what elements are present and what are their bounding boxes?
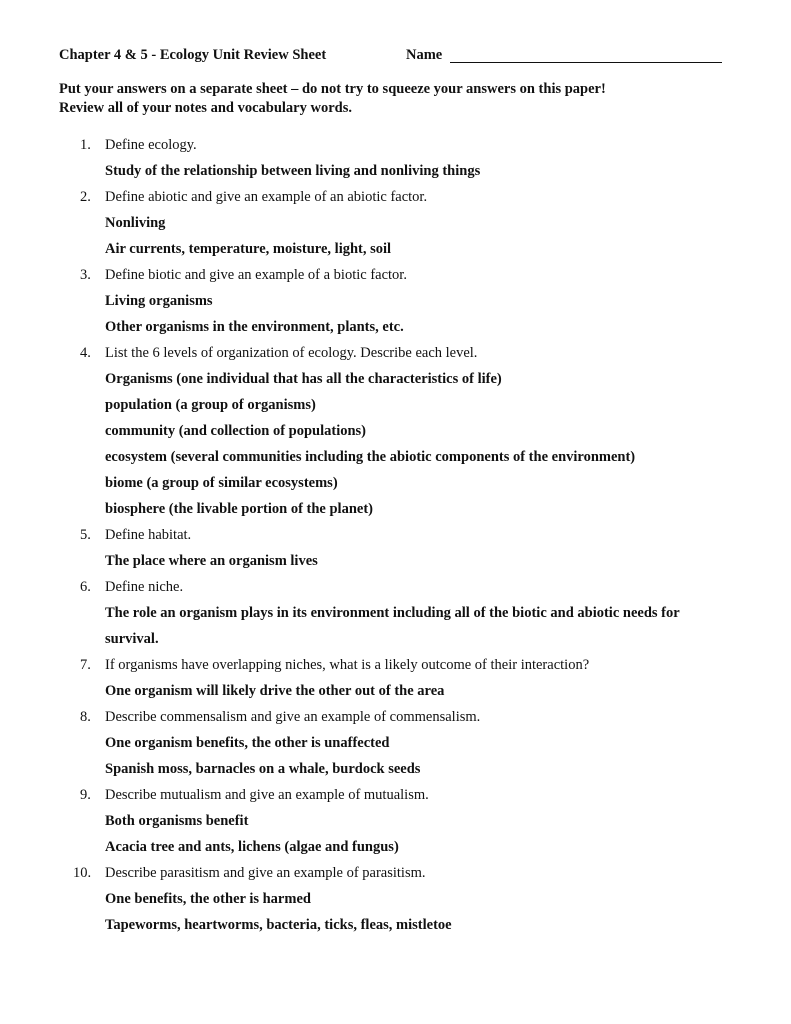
instructions-line-1: Put your answers on a separate sheet – do not try to squeeze your answers on this paper! (59, 81, 606, 97)
question-item (0, 522, 791, 574)
question-text: Define biotic and give an example of a biotic factor. (105, 267, 407, 283)
question-item (0, 132, 791, 184)
answer-line: Both organisms benefit (105, 813, 249, 829)
answer-line: One benefits, the other is harmed (105, 891, 311, 907)
question-number: 9. (80, 787, 91, 803)
question-number: 6. (80, 579, 91, 595)
question-text: List the 6 levels of organization of ecology. Describe each level. (105, 345, 478, 361)
question-line (0, 860, 791, 886)
question-text: Define abiotic and give an example of an abiotic factor. (105, 189, 428, 205)
question-line (0, 574, 791, 600)
answer-line: The place where an organism lives (105, 553, 318, 569)
question-text: Define niche. (105, 579, 184, 595)
question-number: 10. (73, 865, 92, 881)
question-line (0, 522, 791, 548)
question-number: 4. (80, 345, 91, 361)
question-line (0, 782, 791, 808)
header (59, 47, 724, 67)
answer-line: One organism will likely drive the other out of the area (105, 683, 445, 699)
question-number: 3. (80, 267, 91, 283)
answer-line: Nonliving (105, 215, 166, 231)
answer-line: Organisms (one individual that has all the characteristics of life) (105, 371, 502, 387)
question-text: Describe mutualism and give an example of mutualism. (105, 787, 429, 803)
question-item (0, 860, 791, 938)
answer-line: Other organisms in the environment, plants, etc. (105, 319, 404, 335)
question-line (0, 132, 791, 158)
name-blank-line (450, 62, 722, 63)
question-text: Describe commensalism and give an example of commensalism. (105, 709, 481, 725)
answer-line: biosphere (the livable portion of the planet) (105, 501, 373, 517)
answer-line: Spanish moss, barnacles on a whale, burdock seeds (105, 761, 421, 777)
answer-line: ecosystem (several communities including the abiotic components of the environment) (105, 449, 636, 465)
question-item (0, 340, 791, 522)
question-line (0, 704, 791, 730)
instructions-line-2: Review all of your notes and vocabulary words. (59, 100, 352, 116)
question-number: 7. (80, 657, 91, 673)
question-number: 8. (80, 709, 91, 725)
instructions (59, 80, 749, 118)
name-label: Name (406, 47, 443, 63)
question-text: Define habitat. (105, 527, 192, 543)
answer-line: survival. (105, 631, 159, 647)
answer-line: One organism benefits, the other is unaffected (105, 735, 390, 751)
answer-line: The role an organism plays in its environment including all of the biotic and abiotic needs for (105, 605, 680, 621)
question-line (0, 262, 791, 288)
question-item (0, 184, 791, 262)
question-line (0, 652, 791, 678)
question-item (0, 652, 791, 704)
answer-line: population (a group of organisms) (105, 397, 316, 413)
page-title: Chapter 4 & 5 - Ecology Unit Review Sheet (59, 47, 327, 63)
answer-line: biome (a group of similar ecosystems) (105, 475, 338, 491)
question-number: 5. (80, 527, 91, 543)
question-text: If organisms have overlapping niches, what is a likely outcome of their interaction? (105, 657, 590, 673)
answer-line: community (and collection of populations) (105, 423, 367, 439)
answer-line: Living organisms (105, 293, 213, 309)
question-line (0, 184, 791, 210)
question-item (0, 782, 791, 860)
answer-line: Acacia tree and ants, lichens (algae and fungus) (105, 839, 399, 855)
question-list (0, 132, 791, 938)
question-number: 1. (80, 137, 91, 153)
answer-line: Study of the relationship between living and nonliving things (105, 163, 481, 179)
question-item (0, 262, 791, 340)
question-line (0, 340, 791, 366)
question-text: Define ecology. (105, 137, 197, 153)
answer-line: Air currents, temperature, moisture, light, soil (105, 241, 392, 257)
question-text: Describe parasitism and give an example of parasitism. (105, 865, 426, 881)
question-item (0, 704, 791, 782)
answer-line: Tapeworms, heartworms, bacteria, ticks, fleas, mistletoe (105, 917, 452, 933)
question-number: 2. (80, 189, 91, 205)
question-item (0, 574, 791, 652)
